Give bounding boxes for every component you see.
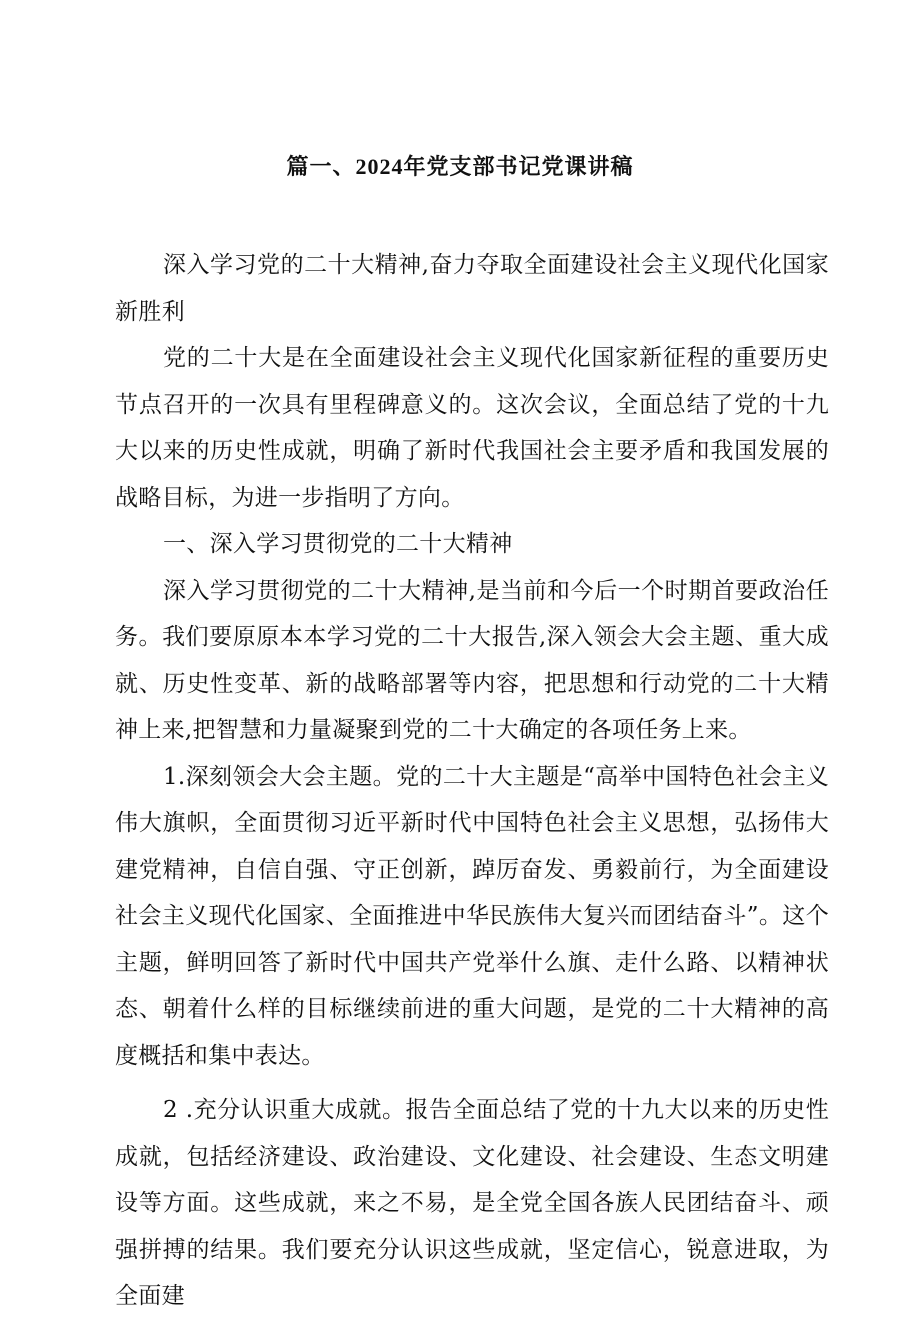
section-heading-1: 一、深入学习贯彻党的二十大精神 [163, 531, 513, 557]
paragraph-item-1: 1.深刻领会大会主题。党的二十大主题是“高举中国特色社会主义伟大旗帜，全面贯彻习近平新时代中国特色社会主义思想，弘扬伟大建党精神，自信自强、守正创新，踔厉奋发、勇毅前行，为全面建设社会主义现代化国家、全面推进中华民族伟大复兴而团结奋斗”。这个主题，鲜明回答了新时代中国共产党举什么旗、走什么路、以精神状态、朝着什么样的目标继续前进的重大问题，是党的二十大精神的高度概括和集中表达。 [115, 763, 829, 1069]
title-suffix: 年党支部书记党课讲稿 [403, 154, 634, 180]
paragraph-section-1: 深入学习贯彻党的二十大精神,是当前和今后一个时期首要政治任务。我们要原原本本学习党的二十大报告,深入领会大会主题、重大成就、历史性变革、新的战略部署等内容，把思想和行动党的二十大精神上来,把智慧和力量凝聚到党的二十大确定的各项任务上来。 [115, 577, 829, 743]
document-body [115, 242, 829, 1320]
title-prefix: 篇一、 [286, 154, 356, 180]
title-year: 2024 [355, 154, 404, 179]
paragraph-item-2: 2 .充分认识重大成就。报告全面总结了党的十九大以来的历史性成就，包括经济建设、政治建设、文化建设、社会建设、生态文明建设等方面。这些成就，来之不易，是全党全国各族人民团结奋斗、顽强拼搏的结果。我们要充分认识这些成就，坚定信心，锐意进取，为全面建 [115, 1097, 829, 1309]
paragraph-subtitle: 深入学习党的二十大精神,奋力夺取全面建设社会主义现代化国家新胜利 [115, 252, 829, 325]
document-title [0, 150, 920, 184]
paragraph-intro: 党的二十大是在全面建设社会主义现代化国家新征程的重要历史节点召开的一次具有里程碑意义的。这次会议，全面总结了党的十九大以来的历史性成就，明确了新时代我国社会主要矛盾和我国发展的战略目标，为进一步指明了方向。 [115, 345, 829, 511]
